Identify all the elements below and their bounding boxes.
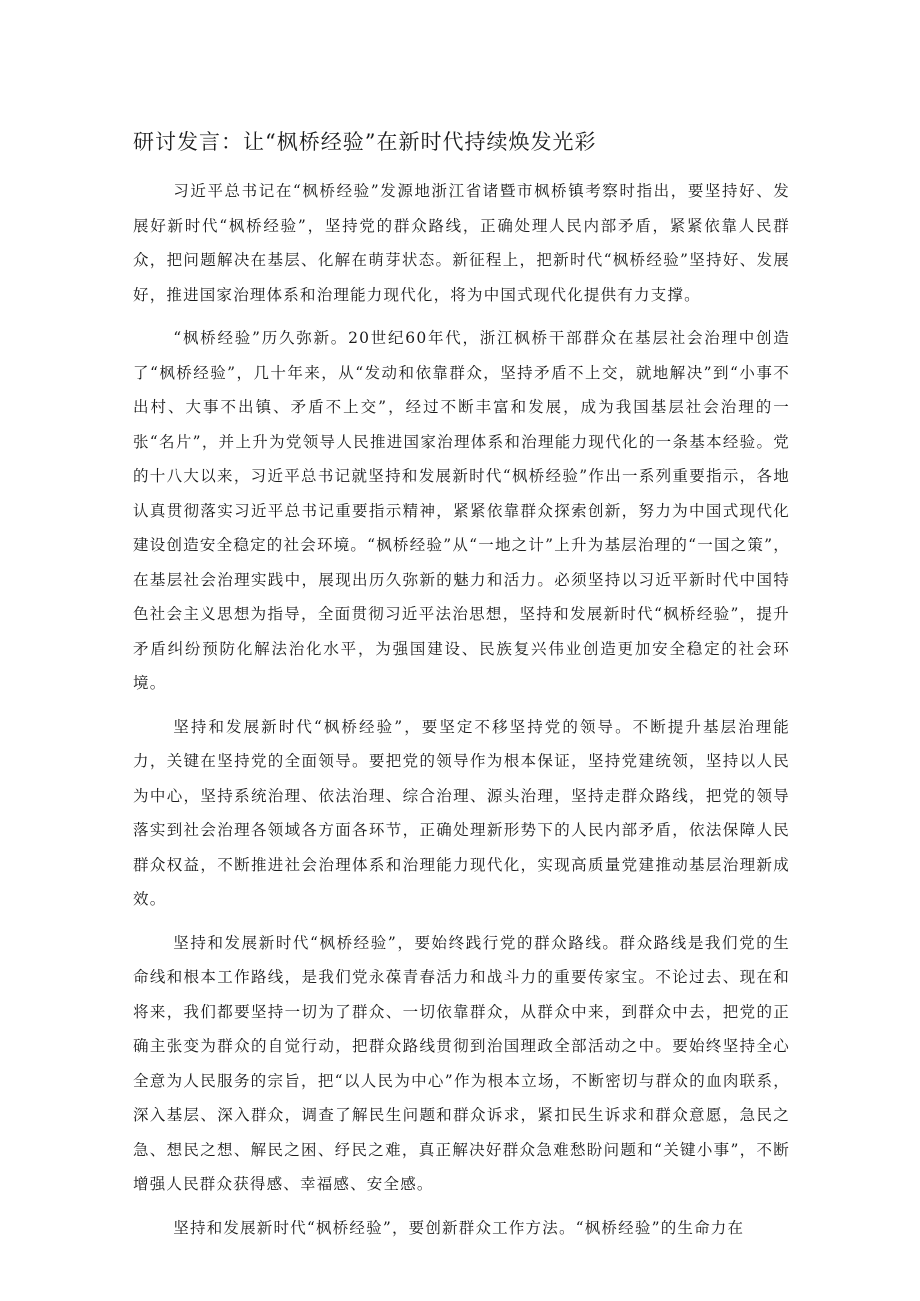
paragraph-1: 习近平总书记在“枫桥经验”发源地浙江省诸暨市枫桥镇考察时指出，要坚持好、发展好新时代“枫桥经验”，坚持党的群众路线，正确处理人民内部矛盾，紧紧依靠人民群众，把问题解决在基层、化解在萌芽状态。新征程上，把新时代“枫桥经验”坚持好、发展好，推进国家治理体系和治理能力现代化，将为中国式现代化提供有力支撑。 <box>133 182 790 304</box>
document-body <box>133 174 790 1254</box>
paragraph-5: 坚持和发展新时代“枫桥经验”，要创新群众工作方法。“枫桥经验”的生命力在 <box>173 1218 745 1237</box>
paragraph-2: “枫桥经验”历久弥新。20世纪60年代，浙江枫桥干部群众在基层社会治理中创造了“枫桥经验”，几十年来，从“发动和依靠群众，坚持矛盾不上交，就地解决”到“小事不出村、大事不出镇、矛盾不上交”，经过不断丰富和发展，成为我国基层社会治理的一张“名片”，并上升为党领导人民推进国家治理体系和治理能力现代化的一条基本经验。党的十八大以来，习近平总书记就坚持和发展新时代“枫桥经验”作出一系列重要指示，各地认真贯彻落实习近平总书记重要指示精神，紧紧依靠群众探索创新，努力为中国式现代化建设创造安全稳定的社会环境。“枫桥经验”从“一地之计”上升为基层治理的“一国之策”，在基层社会治理实践中，展现出历久弥新的魅力和活力。必须坚持以习近平新时代中国特色社会主义思想为指导，全面贯彻习近平法治思想，坚持和发展新时代“枫桥经验”，提升矛盾纠纷预防化解法治化水平，为强国建设、民族复兴伟业创造更加安全稳定的社会环境。 <box>133 329 790 692</box>
paragraph-4: 坚持和发展新时代“枫桥经验”，要始终践行党的群众路线。群众路线是我们党的生命线和根本工作路线，是我们党永葆青春活力和战斗力的重要传家宝。不论过去、现在和将来，我们都要坚持一切为了群众、一切依靠群众，从群众中来，到群众中去，把党的正确主张变为群众的自觉行动，把群众路线贯彻到治国理政全部活动之中。要始终坚持全心全意为人民服务的宗旨，把“以人民为中心”作为根本立场，不断密切与群众的血肉联系，深入基层、深入群众，调查了解民生问题和群众诉求，紧扣民生诉求和群众意愿，急民之急、想民之想、解民之困、纾民之难，真正解决好群众急难愁盼问题和“关键小事”，不断增强人民群众获得感、幸福感、安全感。 <box>133 933 790 1193</box>
paragraph-3: 坚持和发展新时代“枫桥经验”，要坚定不移坚持党的领导。不断提升基层治理能力，关键在坚持党的全面领导。要把党的领导作为根本保证，坚持党建统领，坚持以人民为中心，坚持系统治理、依法治理、综合治理、源头治理，坚持走群众路线，把党的领导落实到社会治理各领域各方面各环节，正确处理新形势下的人民内部矛盾，依法保障人民群众权益，不断推进社会治理体系和治理能力现代化，实现高质量党建推动基层治理新成效。 <box>133 717 790 908</box>
document-title: 研讨发言：让“枫桥经验”在新时代持续焕发光彩 <box>133 130 597 154</box>
